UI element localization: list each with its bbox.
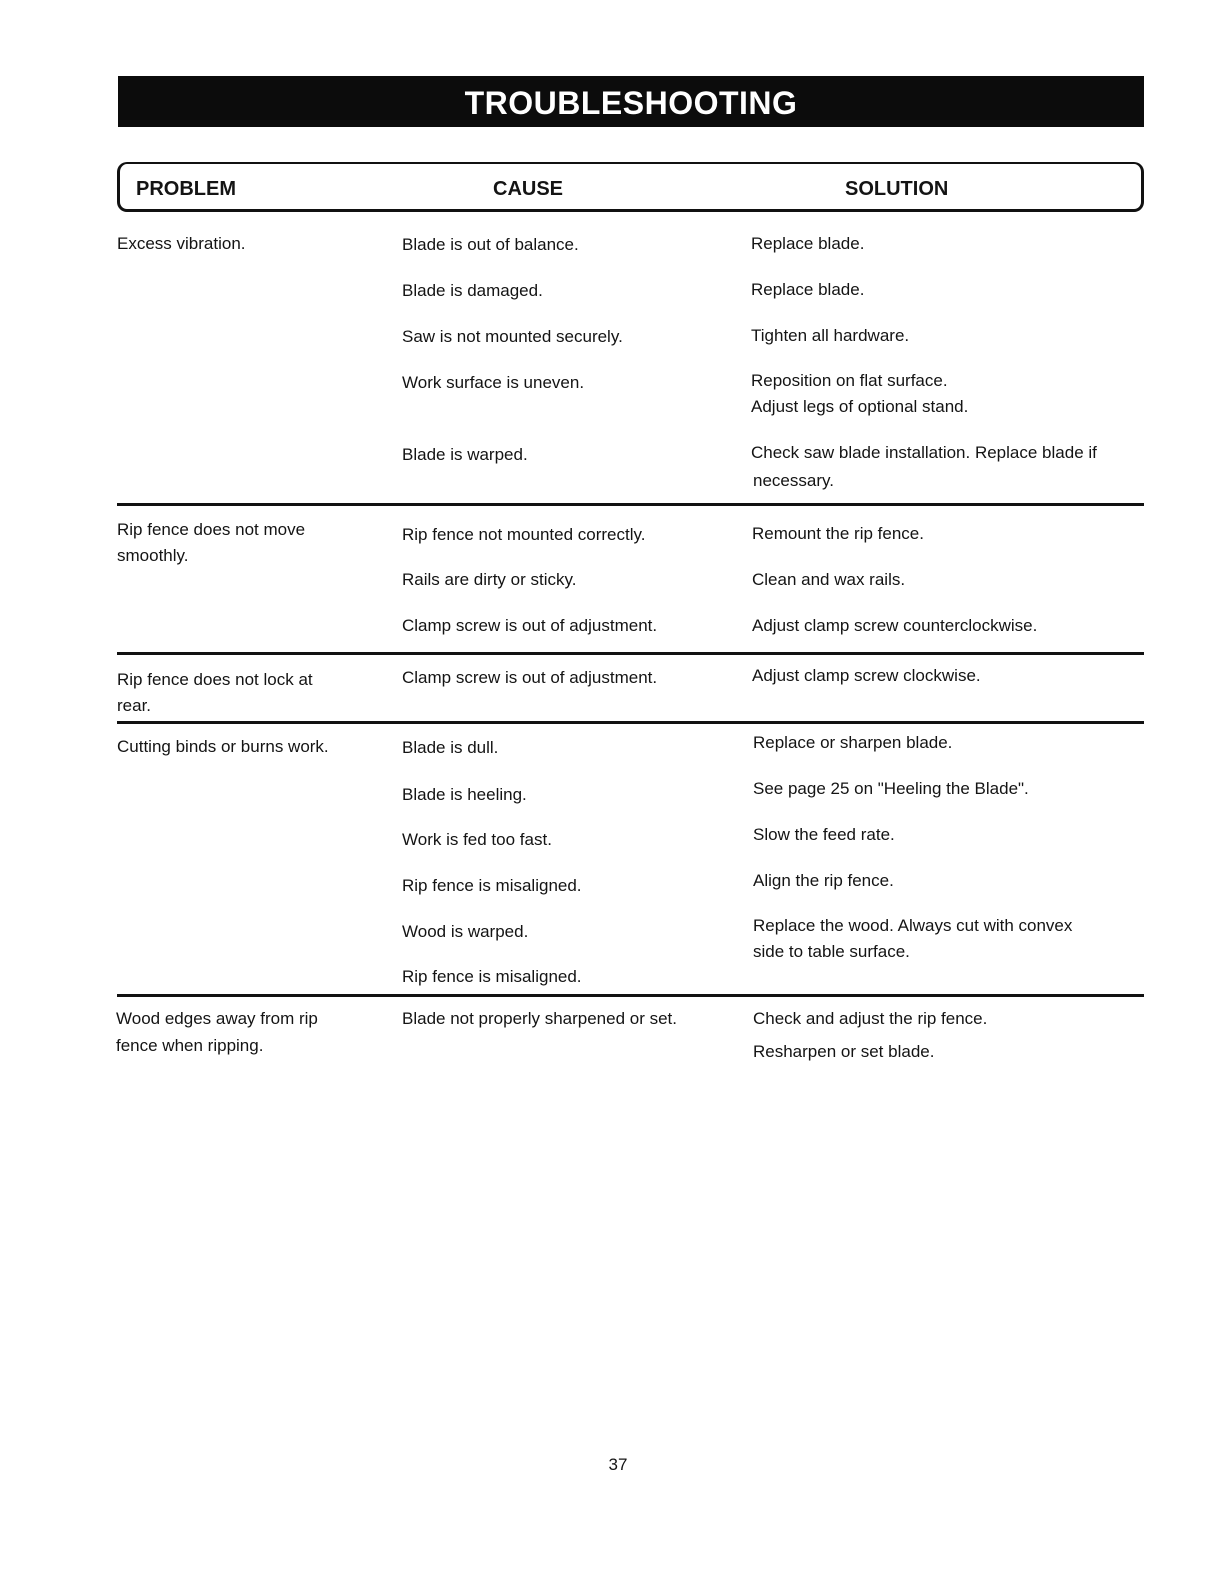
cause-text: Blade is warped.	[402, 445, 528, 464]
problem-text: Wood edges away from rip	[116, 1009, 318, 1028]
problem-text-continued: smoothly.	[117, 546, 189, 565]
page-number: 37	[608, 1455, 628, 1474]
solution-text: Replace the wood. Always cut with convex	[753, 916, 1073, 935]
cause-text: Clamp screw is out of adjustment.	[402, 668, 658, 687]
solution-text: Check saw blade installation. Replace blade if	[751, 443, 1097, 462]
cause-text: Wood is warped.	[402, 922, 529, 941]
solution-text: Tighten all hardware.	[751, 326, 910, 345]
problem-text-continued: rear.	[117, 696, 152, 715]
cause-text: Work is fed too fast.	[402, 830, 552, 849]
solution-text-continued: side to table surface.	[753, 942, 910, 961]
solution-text: See page 25 on "Heeling the Blade".	[753, 779, 1029, 798]
problem-text: Cutting binds or burns work.	[117, 737, 329, 756]
group-divider	[117, 652, 1144, 655]
cause-text: Rails are dirty or sticky.	[402, 570, 577, 589]
problem-column-header: PROBLEM	[136, 178, 236, 200]
page-title: TROUBLESHOOTING	[118, 76, 1144, 127]
cause-text: Saw is not mounted securely.	[402, 327, 623, 346]
cause-text: Blade is out of balance.	[402, 235, 579, 254]
solution-text: Adjust clamp screw clockwise.	[752, 666, 981, 685]
solution-column-header: SOLUTION	[845, 178, 949, 200]
group-divider	[117, 721, 1144, 724]
problem-text: Rip fence does not lock at	[117, 670, 313, 689]
solution-text: Align the rip fence.	[753, 871, 894, 890]
group-divider	[117, 503, 1144, 506]
cause-text: Work surface is uneven.	[402, 373, 585, 392]
solution-text: Clean and wax rails.	[752, 570, 906, 589]
solution-text: Adjust clamp screw counterclockwise.	[752, 616, 1038, 635]
solution-text: Replace or sharpen blade.	[753, 733, 953, 752]
cause-text: Blade not properly sharpened or set.	[402, 1009, 678, 1028]
cause-text: Clamp screw is out of adjustment.	[402, 616, 658, 635]
solution-text-continued: Adjust legs of optional stand.	[751, 397, 969, 416]
solution-text-continued: necessary.	[753, 471, 834, 490]
cause-text: Blade is heeling.	[402, 785, 527, 804]
cause-text: Rip fence is misaligned.	[402, 967, 582, 986]
cause-text: Blade is dull.	[402, 738, 499, 757]
problem-text: Rip fence does not move	[117, 520, 306, 539]
problem-text-continued: fence when ripping.	[116, 1036, 264, 1055]
cause-text: Blade is damaged.	[402, 281, 543, 300]
cause-column-header: CAUSE	[493, 178, 564, 200]
solution-text: Check and adjust the rip fence.	[753, 1009, 988, 1028]
cause-text: Rip fence is misaligned.	[402, 876, 582, 895]
table-header-box	[117, 162, 1144, 212]
solution-text: Reposition on flat surface.	[751, 371, 948, 390]
solution-text: Replace blade.	[751, 234, 865, 253]
solution-text: Remount the rip fence.	[752, 524, 924, 543]
solution-text: Replace blade.	[751, 280, 865, 299]
cause-text: Rip fence not mounted correctly.	[402, 525, 646, 544]
solution-text: Slow the feed rate.	[753, 825, 895, 844]
problem-text: Excess vibration.	[117, 234, 246, 253]
group-divider	[117, 994, 1144, 997]
solution-text-continued: Resharpen or set blade.	[753, 1042, 935, 1061]
